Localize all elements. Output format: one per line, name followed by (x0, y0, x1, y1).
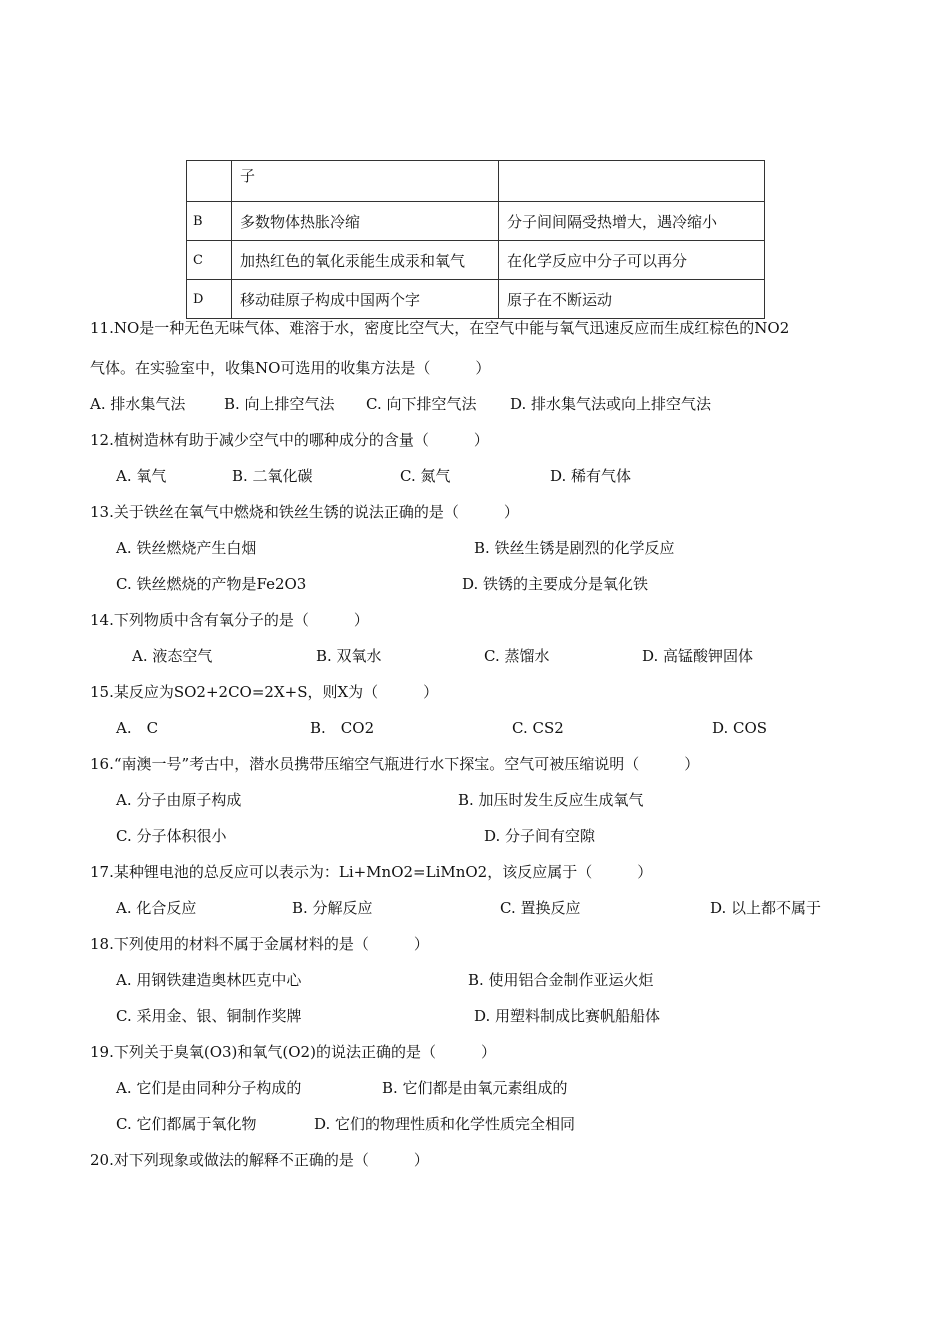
q15-stem: 15.某反应为SO2+2CO=2X+S，则X为（ ） (90, 683, 439, 701)
explanation-table (186, 160, 765, 319)
row-label: B (187, 202, 232, 241)
q12-option-b: B. 二氧化碳 (232, 467, 313, 485)
q11-option-b: B. 向上排空气法 (224, 395, 335, 413)
q19-option-a: A. 它们是由同种分子构成的 (116, 1079, 302, 1097)
q16-option-b: B. 加压时发生反应生成氧气 (458, 791, 644, 809)
row-explanation: 分子间间隔受热增大，遇冷缩小 (499, 202, 765, 241)
row-label: D (187, 280, 232, 319)
row-phenomenon: 子 (232, 161, 499, 202)
q16-option-c: C. 分子体积很小 (116, 827, 227, 845)
q17-stem: 17.某种锂电池的总反应可以表示为：Li+MnO2=LiMnO2，该反应属于（ ） (90, 863, 653, 881)
q19-option-c: C. 它们都属于氧化物 (116, 1115, 257, 1133)
q18-option-d: D. 用塑料制成比赛帆船船体 (474, 1007, 661, 1025)
q18-stem: 18.下列使用的材料不属于金属材料的是（ ） (90, 935, 429, 953)
row-label: C (187, 241, 232, 280)
q14-option-d: D. 高锰酸钾固体 (642, 647, 754, 665)
q14-option-b: B. 双氧水 (316, 647, 382, 665)
q12-option-a: A. 氧气 (116, 467, 167, 485)
q17-option-c: C. 置换反应 (500, 899, 581, 917)
q11-option-d: D. 排水集气法或向上排空气法 (510, 395, 712, 413)
row-phenomenon: 加热红色的氧化汞能生成汞和氧气 (232, 241, 499, 280)
q19-option-b: B. 它们都是由氧元素组成的 (382, 1079, 568, 1097)
q19-option-d: D. 它们的物理性质和化学性质完全相同 (314, 1115, 576, 1133)
q11-stem-line1: 11.NO是一种无色无味气体、难溶于水，密度比空气大，在空气中能与氧气迅速反应而生成红棕色的NO2 (90, 319, 790, 337)
q18-option-a: A. 用钢铁建造奥林匹克中心 (116, 971, 302, 989)
q20-stem: 20.对下列现象或做法的解释不正确的是（ ） (90, 1151, 429, 1169)
q14-option-a: A. 液态空气 (132, 647, 213, 665)
q13-option-b: B. 铁丝生锈是剧烈的化学反应 (474, 539, 675, 557)
q14-stem: 14.下列物质中含有氧分子的是（ ） (90, 611, 369, 629)
q13-option-a: A. 铁丝燃烧产生白烟 (116, 539, 257, 557)
row-phenomenon: 多数物体热胀冷缩 (232, 202, 499, 241)
row-explanation: 原子在不断运动 (499, 280, 765, 319)
row-phenomenon: 移动硅原子构成中国两个字 (232, 280, 499, 319)
q13-option-d: D. 铁锈的主要成分是氧化铁 (462, 575, 649, 593)
q16-option-a: A. 分子由原子构成 (116, 791, 242, 809)
row-label (187, 161, 232, 202)
q15-option-d: D. COS (712, 719, 768, 737)
q11-option-c: C. 向下排空气法 (366, 395, 477, 413)
q15-option-b: B. CO2 (310, 719, 375, 737)
q14-option-c: C. 蒸馏水 (484, 647, 550, 665)
q17-option-b: B. 分解反应 (292, 899, 373, 917)
row-explanation (499, 161, 765, 202)
q16-stem: 16.“南澳一号”考古中，潜水员携带压缩空气瓶进行水下探宝。空气可被压缩说明（ ） (90, 755, 700, 773)
q17-option-a: A. 化合反应 (116, 899, 197, 917)
q18-option-b: B. 使用铝合金制作亚运火炬 (468, 971, 654, 989)
table-row (187, 241, 765, 280)
q15-option-c: C. CS2 (512, 719, 564, 737)
q11-stem-line2: 气体。在实验室中，收集NO可选用的收集方法是（ ） (90, 359, 491, 377)
q17-option-d: D. 以上都不属于 (710, 899, 822, 917)
q13-stem: 13.关于铁丝在氧气中燃烧和铁丝生锈的说法正确的是（ ） (90, 503, 519, 521)
table-row (187, 202, 765, 241)
table-row (187, 161, 765, 202)
q12-stem: 12.植树造林有助于减少空气中的哪种成分的含量（ ） (90, 431, 489, 449)
q19-stem: 19.下列关于臭氧(O3)和氧气(O2)的说法正确的是（ ） (90, 1043, 496, 1061)
q13-option-c: C. 铁丝燃烧的产物是Fe2O3 (116, 575, 307, 593)
q12-option-d: D. 稀有气体 (550, 467, 632, 485)
row-explanation: 在化学反应中分子可以再分 (499, 241, 765, 280)
table-row (187, 280, 765, 319)
q15-option-a: A. C (116, 719, 159, 737)
q18-option-c: C. 采用金、银、铜制作奖牌 (116, 1007, 302, 1025)
q11-option-a: A. 排水集气法 (90, 395, 186, 413)
q16-option-d: D. 分子间有空隙 (484, 827, 596, 845)
q12-option-c: C. 氮气 (400, 467, 451, 485)
